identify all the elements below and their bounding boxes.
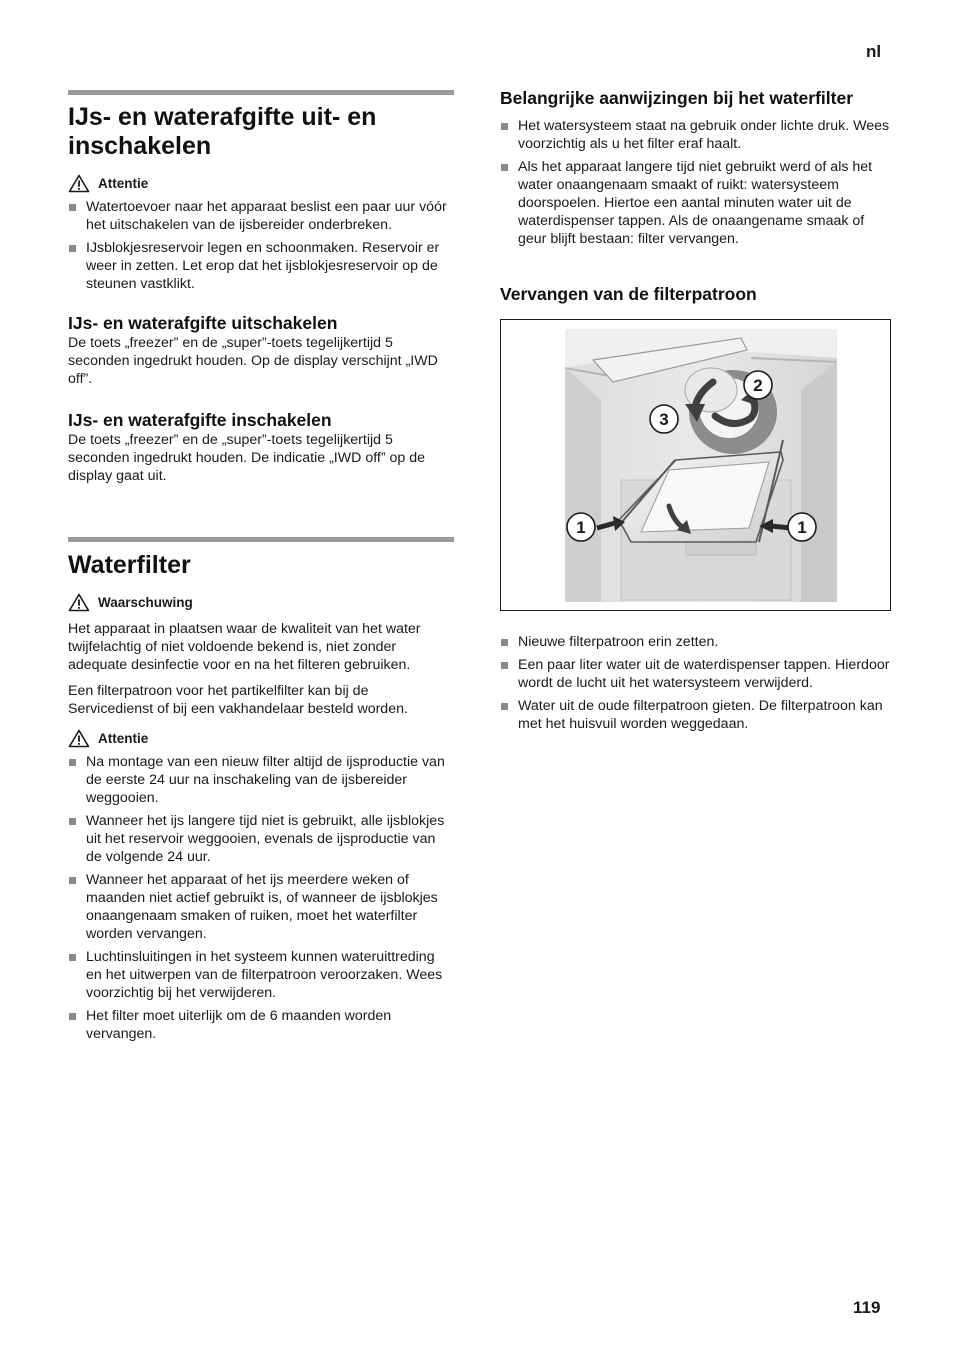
list-item: Het filter moet uiterlijk om de 6 maanden worden vervangen. [68, 1007, 454, 1043]
list-item: IJsblokjesreservoir legen en schoonmaken. Reservoir er weer in zetten. Let erop dat het ijsblokjesreservoir op de steunen vastklikt. [68, 239, 454, 293]
attention-label: Attentie [98, 730, 149, 746]
list-item: Nieuwe filterpatroon erin zetten. [500, 633, 891, 651]
warning-triangle-icon [68, 729, 90, 748]
paragraph: Het apparaat in plaatsen waar de kwaliteit van het water twijfelachtig of niet voldoende bekend is, niet zonder adequate desinfectie voor en na het filteren gebruiken. [68, 621, 421, 673]
paragraph: De toets „freezer” en de „super”-toets tegelijkertijd 5 seconden ingedrukt houden. De indicatie „IWD off” op de display gaat uit. [68, 432, 426, 484]
list-item: Als het apparaat langere tijd niet gebruikt werd of als het water onaangenaam smaakt of ruikt: watersysteem doorspoelen. Hiertoe een aantal minuten water uit de waterdispenser tappen. Als de onaangename smaak of geur blijft bestaan: filter vervangen. [500, 158, 891, 248]
section-ice-water [68, 90, 454, 485]
subsection-title: IJs- en waterafgifte inschakelen [68, 410, 332, 430]
callout-label: 1 [797, 518, 807, 537]
page-number: 119 [853, 1298, 881, 1317]
callout-1-left [567, 513, 595, 541]
list-item: Wanneer het apparaat of het ijs meerdere weken of maanden niet actief gebruikt is, of wanneer de ijsblokjes onaangenaam smaken of ruiken, moet het waterfilter worden vervangen. [68, 871, 454, 943]
list-item: Luchtinsluitingen in het systeem kunnen wateruittreding en het uitwerpen van de filterpatroon veroorzaken. Wees voorzichtig bij het verwijderen. [68, 948, 454, 1002]
attention-label: Attentie [98, 175, 149, 191]
section-title: Waterfilter [68, 551, 191, 579]
warning-notice [68, 593, 454, 612]
section-waterfilter [68, 537, 454, 1043]
replace-list [500, 633, 891, 733]
filter-replacement-figure [500, 319, 891, 611]
callout-1-right [788, 513, 816, 541]
filter-notes [500, 87, 891, 248]
warning-label: Waarschuwing [98, 594, 193, 610]
list-item: Het watersysteem staat na gebruik onder lichte druk. Wees voorzichtig als u het filter eraf haalt. [500, 117, 891, 153]
subsection-title: Belangrijke aanwijzingen bij het waterfilter [500, 88, 853, 108]
attention-notice [68, 729, 454, 748]
callout-label: 2 [753, 376, 763, 395]
list-item: Water uit de oude filterpatroon gieten. De filterpatroon kan met het huisvuil worden weggedaan. [500, 697, 891, 733]
filter-illustration [501, 320, 890, 610]
callout-label: 3 [659, 410, 669, 429]
warning-triangle-icon [68, 593, 90, 612]
list-item: Wanneer het ijs langere tijd niet is gebruikt, alle ijsblokjes uit het reservoir weggooien, evenals de ijsproductie van de volgende 24 uur. [68, 812, 454, 866]
section-rule [68, 90, 454, 95]
attention-list [68, 198, 454, 293]
callout-label: 1 [576, 518, 586, 537]
notes-list [500, 117, 891, 248]
attention-list [68, 753, 454, 1043]
section-rule [68, 537, 454, 542]
section-title: IJs- en waterafgifte uit- en inschakelen [68, 103, 377, 160]
language-code: nl [866, 42, 882, 61]
list-item: Een paar liter water uit de waterdispenser tappen. Hierdoor wordt de lucht uit het watersysteem verwijderd. [500, 656, 891, 692]
callout-2 [744, 371, 772, 399]
subsection-title: Vervangen van de filterpatroon [500, 284, 757, 304]
warning-triangle-icon [68, 174, 90, 193]
callout-3 [650, 405, 678, 433]
attention-notice [68, 174, 454, 193]
paragraph: Een filterpatroon voor het partikelfilter kan bij de Servicedienst of bij een vakhandelaar besteld worden. [68, 683, 408, 717]
list-item: Na montage van een nieuw filter altijd de ijsproductie van de eerste 24 uur na inschakeling van de ijsbereider weggooien. [68, 753, 454, 807]
subsection-title: IJs- en waterafgifte uitschakelen [68, 313, 338, 333]
list-item: Watertoevoer naar het apparaat beslist een paar uur vóór het uitschakelen van de ijsbereider onderbreken. [68, 198, 454, 234]
paragraph: De toets „freezer” en de „super”-toets tegelijkertijd 5 seconden ingedrukt houden. Op de display verschijnt „IWD off”. [68, 335, 438, 387]
